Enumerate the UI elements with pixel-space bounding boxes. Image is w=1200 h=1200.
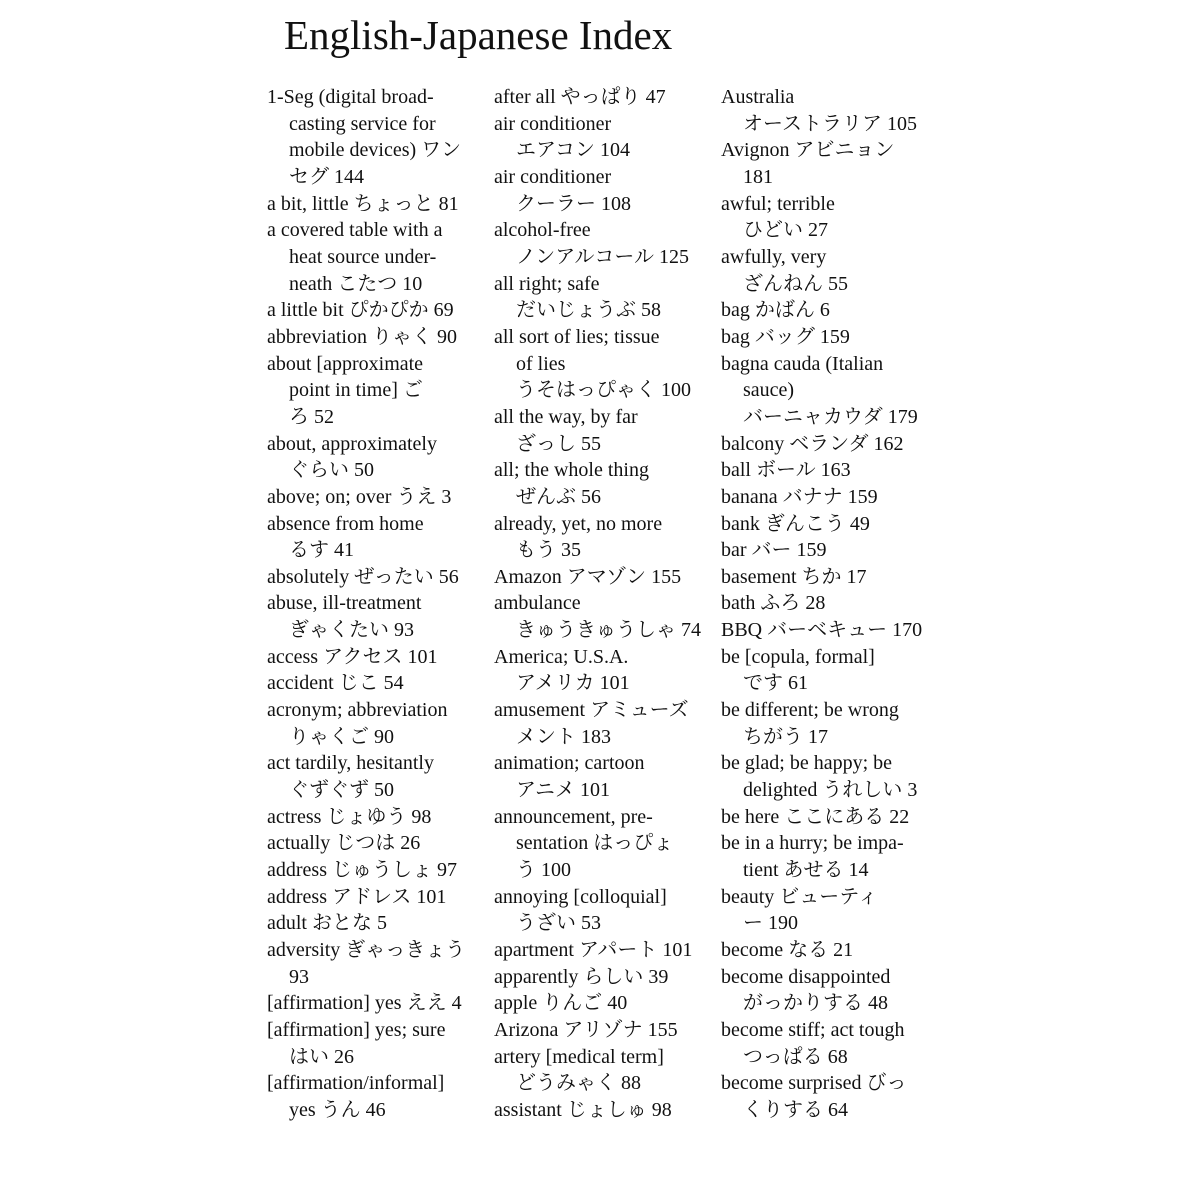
entry-continuation-line: バーニャカウダ 179: [743, 405, 918, 428]
index-entry: [267, 324, 492, 351]
entry-term-line: BBQ バーベキュー 170: [721, 619, 923, 642]
entry-term-line: accident じこ 54: [267, 672, 404, 695]
index-entry: [494, 324, 719, 404]
entry-term-line: all right; safe: [494, 272, 600, 295]
entry-term-line: banana バナナ 159: [721, 485, 878, 508]
entry-term-line: Avignon アビニョン: [721, 139, 895, 162]
entry-continuation-line: クーラー 108: [516, 192, 631, 215]
index-entry: [721, 804, 946, 831]
page-title: English-Japanese Index: [284, 12, 673, 58]
index-entry: [721, 351, 946, 431]
entry-term-line: adult おとな 5: [267, 912, 387, 935]
entry-term-line: assistant じょしゅ 98: [494, 1098, 672, 1121]
index-entry: [267, 830, 492, 857]
index-entry: [267, 670, 492, 697]
entry-continuation-line: ざんねん 55: [743, 272, 848, 295]
entry-continuation-line: どうみゃく 88: [516, 1072, 641, 1095]
entry-continuation-line: はい 26: [289, 1045, 354, 1068]
index-entry: [721, 537, 946, 564]
entry-term-line: already, yet, no more: [494, 512, 663, 535]
entry-continuation-line: ぜんぶ 56: [516, 485, 601, 508]
entry-continuation-line: もう 35: [516, 539, 581, 562]
entry-term-line: animation; cartoon: [494, 752, 645, 775]
index-entry: [267, 590, 492, 643]
entry-term-line: [affirmation/informal]: [267, 1072, 445, 1095]
entry-term-line: [affirmation] yes; sure: [267, 1018, 446, 1041]
index-entry: [721, 884, 946, 937]
entry-term-line: absolutely ぜったい 56: [267, 565, 459, 588]
entry-term-line: a bit, little ちょっと 81: [267, 192, 459, 215]
entry-term-line: basement ちか 17: [721, 565, 867, 588]
index-entry: [494, 1097, 719, 1124]
index-entry: [267, 937, 492, 990]
index-entry: [494, 164, 719, 217]
index-entry: [721, 1017, 946, 1070]
index-entry: [267, 431, 492, 484]
entry-term-line: 1-Seg (digital broad-: [267, 86, 434, 108]
index-entry: [494, 457, 719, 510]
entry-term-line: apple りんご 40: [494, 992, 628, 1015]
index-entry: [494, 697, 719, 750]
entry-term-line: balcony ベランダ 162: [721, 432, 904, 455]
entry-continuation-line: ー 190: [743, 912, 798, 935]
index-entry: [267, 884, 492, 911]
index-entry: [267, 910, 492, 937]
entry-continuation-line: ノンアルコール 125: [516, 245, 689, 268]
index-entry: [267, 1017, 492, 1070]
index-entry: [494, 750, 719, 803]
entry-continuation-line: セグ 144: [289, 165, 364, 188]
index-entry: [721, 937, 946, 964]
entry-continuation-line: ざっし 55: [516, 432, 601, 455]
index-entry: [494, 590, 719, 643]
index-entry: [494, 804, 719, 884]
index-entry: [267, 351, 492, 431]
index-entry: [721, 511, 946, 538]
entry-term-line: become surprised びっ: [721, 1072, 907, 1095]
index-entry: [721, 324, 946, 351]
index-entry: [494, 644, 719, 697]
entry-term-line: announcement, pre-: [494, 805, 653, 828]
entry-continuation-line: tient あせる 14: [743, 859, 869, 882]
index-entry: [721, 617, 946, 644]
index-entry: [494, 1017, 719, 1044]
index-entry: [494, 964, 719, 991]
index-entry: [494, 990, 719, 1017]
entry-term-line: address アドレス 101: [267, 885, 447, 908]
entry-continuation-line: アメリカ 101: [516, 672, 630, 695]
entry-term-line: bagna cauda (Italian: [721, 352, 884, 375]
entry-term-line: bank ぎんこう 49: [721, 512, 870, 535]
index-entry: [721, 964, 946, 1017]
index-entry: [721, 564, 946, 591]
entry-continuation-line: うそはっぴゃく 100: [516, 379, 691, 402]
entry-continuation-line: casting service for: [289, 112, 436, 135]
entry-term-line: abbreviation りゃく 90: [267, 325, 457, 348]
entry-term-line: become なる 21: [721, 939, 854, 961]
index-entry: [267, 804, 492, 831]
entry-term-line: be in a hurry; be impa-: [721, 832, 904, 855]
entry-term-line: be [copula, formal]: [721, 645, 875, 668]
entry-term-line: bag かばん 6: [721, 299, 830, 322]
entry-continuation-line: るす 41: [289, 539, 354, 562]
entry-continuation-line: きゅうきゅうしゃ 74: [516, 619, 701, 642]
index-entry: [494, 84, 719, 111]
entry-continuation-line: ろ 52: [289, 405, 334, 428]
entry-term-line: acronym; abbreviation: [267, 699, 448, 722]
entry-term-line: bar バー 159: [721, 539, 827, 562]
index-entry: [267, 564, 492, 591]
entry-term-line: actress じょゆう 98: [267, 805, 432, 828]
entry-term-line: bag バッグ 159: [721, 325, 850, 348]
entry-continuation-line: ぐらい 50: [289, 459, 374, 482]
entry-continuation-line: delighted うれしい 3: [743, 779, 918, 802]
entry-term-line: bath ふろ 28: [721, 592, 826, 615]
index-entry: [721, 750, 946, 803]
entry-continuation-line: ぐずぐず 50: [289, 779, 394, 802]
index-entry: [721, 297, 946, 324]
entry-continuation-line: neath こたつ 10: [289, 272, 423, 295]
entry-continuation-line: う 100: [516, 859, 571, 882]
entry-continuation-line: エアコン 104: [516, 139, 630, 162]
index-entry: [267, 1070, 492, 1123]
index-entry: [267, 697, 492, 750]
index-entry: [494, 511, 719, 564]
entry-continuation-line: くりする 64: [743, 1098, 848, 1121]
entry-term-line: all the way, by far: [494, 405, 638, 428]
index-entry: [494, 111, 719, 164]
entry-term-line: beauty ビューティ: [721, 885, 878, 908]
entry-continuation-line: sentation はっぴょ: [516, 832, 674, 855]
entry-term-line: America; U.S.A.: [494, 645, 629, 668]
entry-term-line: Amazon アマゾン 155: [494, 565, 682, 588]
entry-term-line: become disappointed: [721, 965, 891, 988]
index-entry: [267, 484, 492, 511]
entry-term-line: absence from home: [267, 512, 424, 535]
entry-term-line: annoying [colloquial]: [494, 885, 667, 908]
index-entry: [721, 644, 946, 697]
entry-term-line: amusement アミューズ: [494, 699, 689, 722]
index-entry: [721, 84, 946, 137]
entry-term-line: apparently らしい 39: [494, 965, 669, 988]
entry-term-line: about [approximate: [267, 352, 424, 375]
index-column-1: [267, 84, 492, 1124]
index-entry: [721, 431, 946, 458]
entry-continuation-line: りゃくご 90: [289, 725, 394, 748]
entry-continuation-line: メント 183: [516, 725, 611, 748]
entry-term-line: address じゅうしょ 97: [267, 859, 457, 882]
index-entry: [494, 564, 719, 591]
entry-term-line: abuse, ill-treatment: [267, 592, 422, 615]
entry-continuation-line: sauce): [743, 379, 795, 402]
index-entry: [267, 191, 492, 218]
index-entry: [494, 1044, 719, 1097]
entry-term-line: all sort of lies; tissue: [494, 325, 660, 348]
entry-continuation-line: 93: [289, 965, 309, 988]
index-column-2: [494, 84, 719, 1124]
entry-term-line: adversity ぎゃっきょう: [267, 939, 466, 961]
entry-term-line: a little bit ぴかぴか 69: [267, 299, 454, 322]
entry-term-line: air conditioner: [494, 165, 612, 188]
index-entry: [721, 697, 946, 750]
entry-term-line: artery [medical term]: [494, 1045, 664, 1068]
entry-term-line: become stiff; act tough: [721, 1018, 905, 1041]
index-entry: [494, 217, 719, 270]
index-entry: [721, 244, 946, 297]
index-entry: [721, 1070, 946, 1123]
index-entry: [494, 937, 719, 964]
entry-term-line: ambulance: [494, 592, 581, 615]
entry-term-line: about, approximately: [267, 432, 437, 455]
entry-term-line: awfully, very: [721, 245, 827, 268]
entry-term-line: ball ボール 163: [721, 459, 851, 482]
index-entry: [494, 884, 719, 937]
index-entry: [267, 511, 492, 564]
index-entry: [721, 484, 946, 511]
index-entry: [267, 750, 492, 803]
index-entry: [721, 830, 946, 883]
entry-continuation-line: がっかりする 48: [743, 992, 888, 1015]
entry-term-line: all; the whole thing: [494, 459, 649, 482]
entry-continuation-line: mobile devices) ワン: [289, 139, 462, 162]
entry-continuation-line: つっぱる 68: [743, 1045, 848, 1068]
entry-term-line: be different; be wrong: [721, 699, 899, 722]
entry-continuation-line: ちがう 17: [743, 725, 828, 748]
index-entry: [494, 271, 719, 324]
entry-term-line: Arizona アリゾナ 155: [494, 1018, 678, 1041]
entry-continuation-line: 181: [743, 165, 773, 188]
entry-continuation-line: of lies: [516, 352, 566, 375]
entry-continuation-line: だいじょうぶ 58: [516, 299, 661, 322]
entry-term-line: be glad; be happy; be: [721, 752, 893, 775]
entry-continuation-line: ひどい 27: [743, 219, 828, 242]
index-entry: [267, 217, 492, 297]
entry-continuation-line: point in time] ご: [289, 379, 423, 402]
index-entry: [267, 990, 492, 1017]
entry-term-line: apartment アパート 101: [494, 939, 693, 961]
entry-term-line: above; on; over うえ 3: [267, 485, 452, 508]
index-column-3: [721, 84, 946, 1124]
entry-term-line: Australia: [721, 86, 795, 108]
index-entry: [267, 857, 492, 884]
index-entry: [721, 137, 946, 190]
index-entry: [267, 84, 492, 191]
entry-term-line: air conditioner: [494, 112, 612, 135]
entry-term-line: actually じつは 26: [267, 832, 421, 855]
index-entry: [721, 590, 946, 617]
index-entry: [267, 644, 492, 671]
entry-continuation-line: です 61: [743, 672, 808, 695]
entry-term-line: [affirmation] yes ええ 4: [267, 992, 462, 1015]
entry-term-line: be here ここにある 22: [721, 805, 910, 828]
index-entry: [267, 297, 492, 324]
entry-term-line: act tardily, hesitantly: [267, 752, 434, 775]
entry-continuation-line: yes うん 46: [289, 1098, 386, 1121]
index-entry: [721, 457, 946, 484]
entry-continuation-line: heat source under-: [289, 245, 437, 268]
index-entry: [721, 191, 946, 244]
entry-continuation-line: ぎゃくたい 93: [289, 619, 414, 642]
entry-term-line: awful; terrible: [721, 192, 835, 215]
entry-term-line: a covered table with a: [267, 219, 443, 242]
entry-continuation-line: オーストラリア 105: [743, 112, 917, 135]
entry-term-line: after all やっぱり 47: [494, 86, 666, 108]
entry-continuation-line: アニメ 101: [516, 779, 610, 802]
index-entry: [494, 404, 719, 457]
entry-term-line: alcohol-free: [494, 219, 591, 242]
entry-term-line: access アクセス 101: [267, 645, 438, 668]
entry-continuation-line: うざい 53: [516, 912, 601, 935]
